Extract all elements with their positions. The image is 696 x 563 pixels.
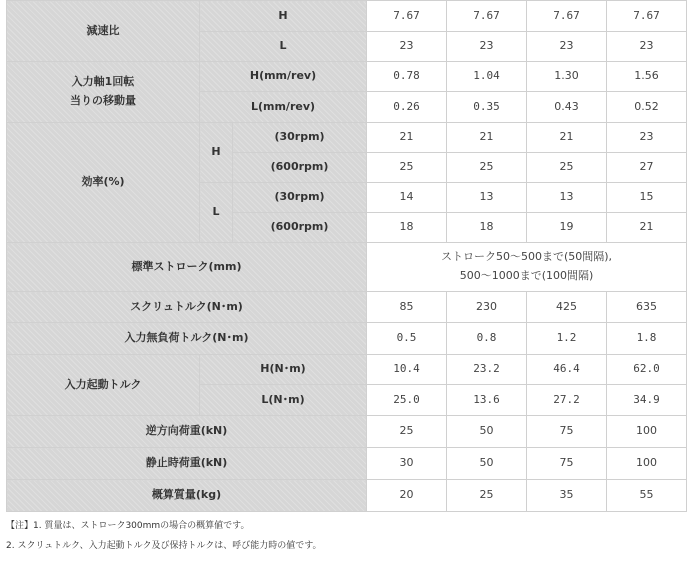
travel-per-rev-label [7, 62, 200, 123]
row-travel-h [7, 62, 687, 92]
value-cell: 20 [367, 480, 447, 512]
value-cell: 75 [527, 416, 607, 448]
start-torque-l-label: L(N･m) [200, 385, 367, 416]
footnote-2: 2. スクリュトルク、入力起動トルク及び保持トルクは、呼び能力時の値です。 [6, 541, 322, 551]
value-cell: 0.52 [607, 92, 687, 123]
value-cell: 1.30 [527, 62, 607, 92]
value-cell: 13 [447, 183, 527, 213]
value-cell: 50 [447, 448, 527, 480]
value-cell: 7.67 [447, 1, 527, 32]
value-cell: 75 [527, 448, 607, 480]
approx-mass-label: 概算質量(kg) [7, 480, 367, 512]
value-cell: 55 [607, 480, 687, 512]
value-cell: 1.04 [447, 62, 527, 92]
row-approx-mass [7, 480, 687, 512]
reduction-l-label: L [200, 32, 367, 62]
value-cell: 635 [607, 292, 687, 323]
value-cell: 1.56 [607, 62, 687, 92]
value-cell: 23 [527, 32, 607, 62]
screw-torque-label: スクリュトルク(N･m) [7, 292, 367, 323]
value-cell: 13 [527, 183, 607, 213]
value-cell: 21 [527, 123, 607, 153]
value-cell: 0.26 [367, 92, 447, 123]
value-cell: 0.43 [527, 92, 607, 123]
value-cell: 425 [527, 292, 607, 323]
standard-stroke-value [367, 243, 687, 292]
travel-label-line1: 入力軸1回転 [71, 75, 135, 89]
value-cell: 25.0 [367, 385, 447, 416]
value-cell: 35 [527, 480, 607, 512]
reduction-h-label: H [200, 1, 367, 32]
value-cell: 230 [447, 292, 527, 323]
travel-h-label: H(mm/rev) [200, 62, 367, 92]
value-cell: 23 [607, 123, 687, 153]
value-cell: 23 [367, 32, 447, 62]
value-cell: 25 [527, 153, 607, 183]
value-cell: 100 [607, 448, 687, 480]
efficiency-l-30rpm-label: (30rpm) [233, 183, 367, 213]
value-cell: 21 [607, 213, 687, 243]
value-cell: 13.6 [447, 385, 527, 416]
value-cell: 23 [447, 32, 527, 62]
row-screw-torque [7, 292, 687, 323]
value-cell: 34.9 [607, 385, 687, 416]
value-cell: 19 [527, 213, 607, 243]
footnotes [6, 516, 322, 556]
travel-l-label: L(mm/rev) [200, 92, 367, 123]
value-cell: 85 [367, 292, 447, 323]
value-cell: 0.35 [447, 92, 527, 123]
value-cell: 1.8 [607, 323, 687, 355]
value-cell: 0.78 [367, 62, 447, 92]
value-cell: 10.4 [367, 355, 447, 385]
value-cell: 7.67 [607, 1, 687, 32]
value-cell: 15 [607, 183, 687, 213]
spec-table [6, 0, 687, 512]
efficiency-h-30rpm-label: (30rpm) [233, 123, 367, 153]
standard-stroke-label: 標準ストローク(mm) [7, 243, 367, 292]
value-cell: 27 [607, 153, 687, 183]
start-torque-label: 入力起動トルク [7, 355, 200, 416]
footnote-1: 【注】1. 質量は、ストローク300mmの場合の概算値です。 [6, 521, 250, 531]
value-cell: 1.2 [527, 323, 607, 355]
value-cell: 0.8 [447, 323, 527, 355]
value-cell: 23.2 [447, 355, 527, 385]
value-cell: 30 [367, 448, 447, 480]
value-cell: 25 [367, 153, 447, 183]
value-cell: 27.2 [527, 385, 607, 416]
static-load-label: 静止時荷重(kN) [7, 448, 367, 480]
row-no-load-torque [7, 323, 687, 355]
value-cell: 7.67 [527, 1, 607, 32]
no-load-torque-label: 入力無負荷トルク(N･m) [7, 323, 367, 355]
reduction-ratio-label: 減速比 [7, 1, 200, 62]
value-cell: 25 [447, 480, 527, 512]
row-reverse-load [7, 416, 687, 448]
value-cell: 23 [607, 32, 687, 62]
value-cell: 14 [367, 183, 447, 213]
value-cell: 62.0 [607, 355, 687, 385]
stroke-value-line2: 500～1000まで(100間隔) [459, 269, 594, 282]
value-cell: 100 [607, 416, 687, 448]
value-cell: 21 [367, 123, 447, 153]
value-cell: 0.5 [367, 323, 447, 355]
row-efficiency-h-30 [7, 123, 687, 153]
row-standard-stroke [7, 243, 687, 292]
travel-label-line2: 当りの移動量 [70, 94, 136, 107]
row-static-load [7, 448, 687, 480]
row-reduction-h [7, 1, 687, 32]
value-cell: 7.67 [367, 1, 447, 32]
row-start-torque-h [7, 355, 687, 385]
value-cell: 25 [447, 153, 527, 183]
efficiency-h-600rpm-label: (600rpm) [233, 153, 367, 183]
efficiency-h-label: H [200, 123, 233, 183]
reverse-load-label: 逆方向荷重(kN) [7, 416, 367, 448]
value-cell: 46.4 [527, 355, 607, 385]
efficiency-l-label: L [200, 183, 233, 243]
value-cell: 18 [367, 213, 447, 243]
efficiency-l-600rpm-label: (600rpm) [233, 213, 367, 243]
efficiency-label: 効率(%) [7, 123, 200, 243]
stroke-value-line1: ストローク50～500まで(50間隔), [440, 250, 613, 264]
value-cell: 25 [367, 416, 447, 448]
start-torque-h-label: H(N･m) [200, 355, 367, 385]
value-cell: 21 [447, 123, 527, 153]
value-cell: 18 [447, 213, 527, 243]
value-cell: 50 [447, 416, 527, 448]
